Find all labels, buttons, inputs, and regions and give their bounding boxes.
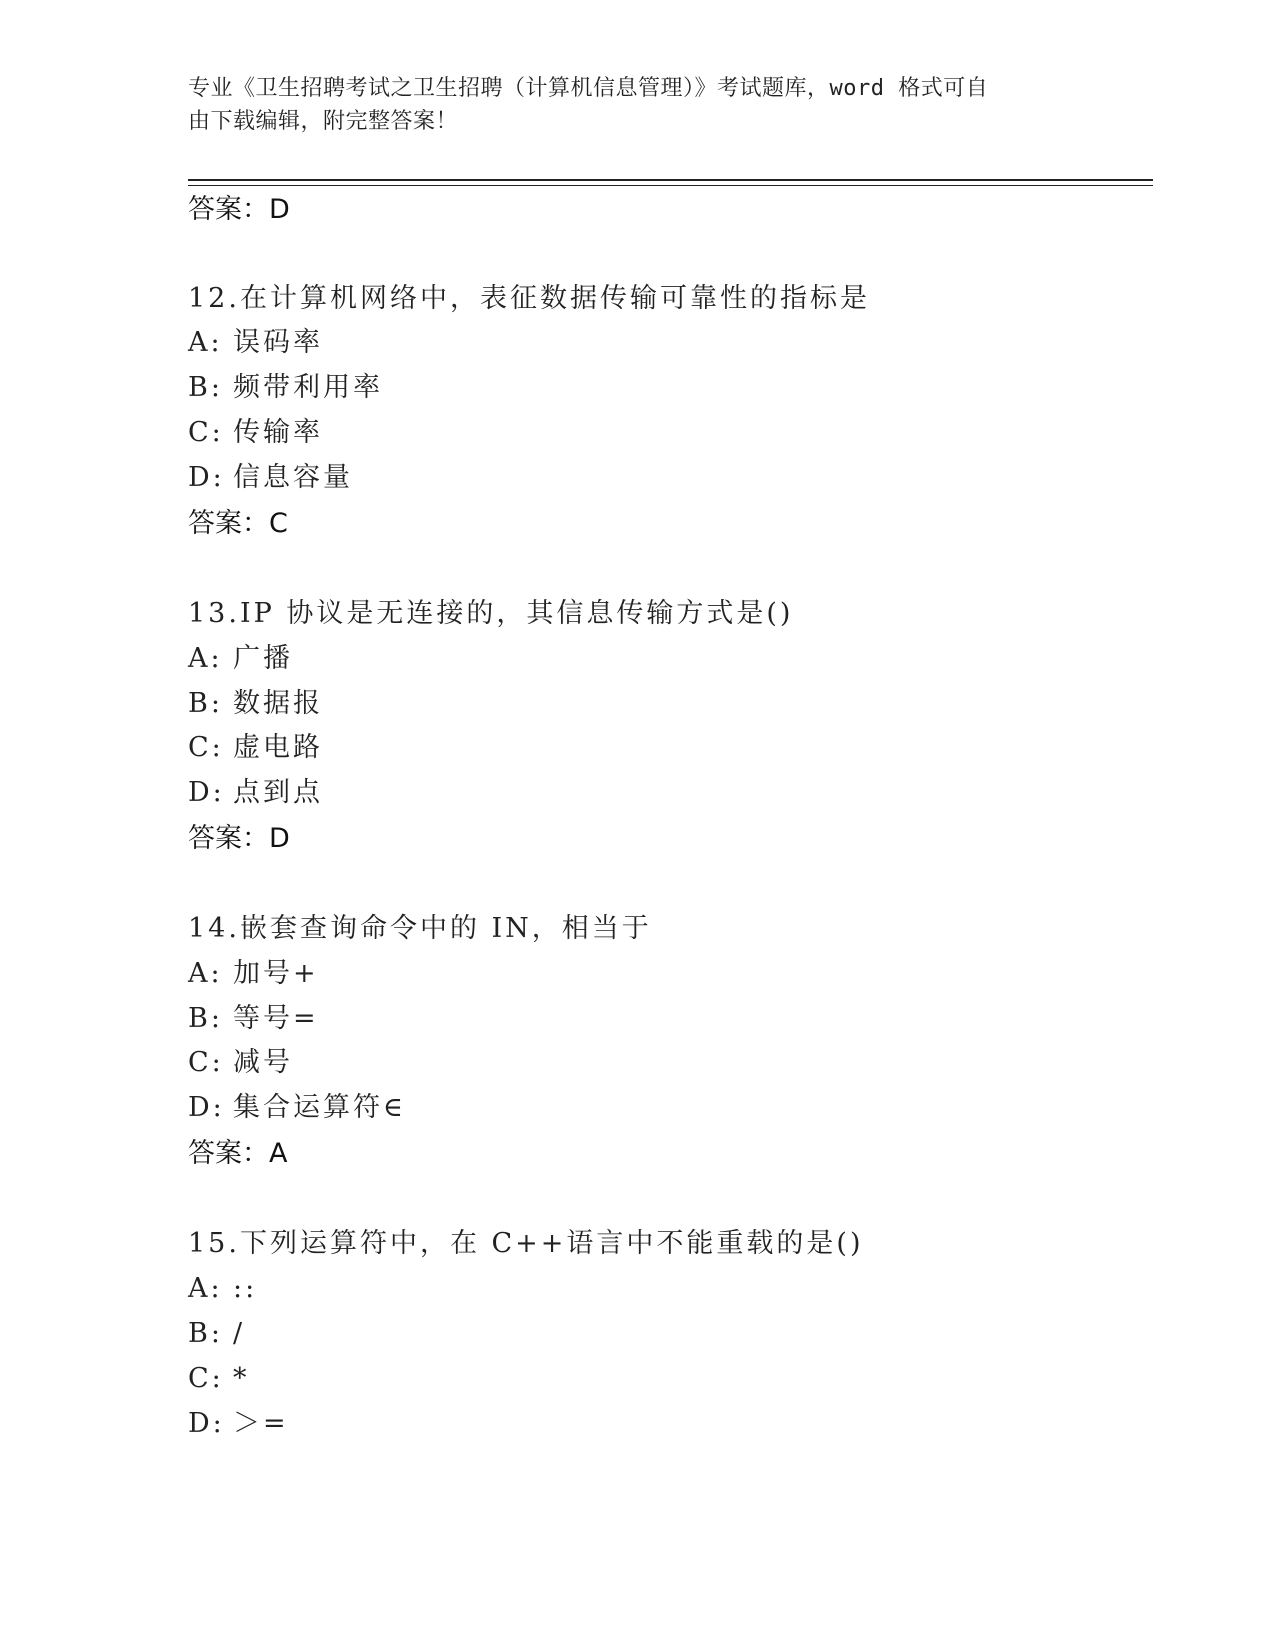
option-b: [188, 1001, 319, 1037]
option-text: *: [233, 1363, 250, 1394]
option-c: [188, 1361, 250, 1397]
option-letter: A:: [188, 327, 223, 358]
option-letter: C:: [188, 1363, 224, 1394]
option-d: [188, 460, 353, 496]
option-a: [188, 641, 293, 677]
option-text: 频带利用率: [233, 372, 383, 403]
option-text: 加号+: [233, 958, 319, 989]
option-a: [188, 956, 319, 992]
option-text: 信息容量: [233, 462, 353, 493]
option-letter: D:: [188, 462, 225, 493]
option-letter: D:: [188, 777, 225, 808]
option-text: 数据报: [233, 688, 323, 719]
document-header: [188, 72, 1068, 138]
option-letter: B:: [188, 1318, 223, 1349]
answer-line: 答案：D: [188, 194, 290, 225]
option-letter: D:: [188, 1092, 225, 1123]
option-letter: B:: [188, 1003, 223, 1034]
option-letter: A:: [188, 958, 223, 989]
option-letter: C:: [188, 1047, 224, 1078]
option-letter: B:: [188, 372, 223, 403]
option-b: [188, 686, 323, 722]
option-text: /: [233, 1318, 246, 1349]
question-text: 12.在计算机网络中，表征数据传输可靠性的指标是: [188, 283, 870, 314]
answer-line: 答案：A: [188, 1138, 288, 1169]
header-line-2: 由下载编辑，附完整答案！: [188, 109, 459, 134]
option-letter: B:: [188, 688, 223, 719]
option-letter: D:: [188, 1408, 225, 1439]
option-d: [188, 775, 323, 811]
option-text: 传输率: [233, 417, 323, 448]
option-text: 减号: [233, 1047, 293, 1078]
option-text: 误码率: [233, 327, 323, 358]
option-a: [188, 325, 323, 361]
question-text: 14.嵌套查询命令中的 IN，相当于: [188, 913, 652, 944]
option-text: 点到点: [233, 777, 323, 808]
option-letter: A:: [188, 1273, 223, 1304]
option-c: [188, 730, 323, 766]
header-rule-thin: [188, 185, 1153, 186]
option-c: [188, 415, 323, 451]
option-letter: C:: [188, 417, 224, 448]
option-d: [188, 1406, 289, 1442]
question-text: 15.下列运算符中，在 C++语言中不能重载的是(): [188, 1228, 864, 1259]
option-text: 虚电路: [233, 732, 323, 763]
answer-line: 答案：C: [188, 508, 288, 539]
option-d: [188, 1090, 406, 1126]
option-c: [188, 1045, 293, 1081]
option-letter: C:: [188, 732, 224, 763]
option-b: [188, 1316, 245, 1352]
header-line-1: 专业《卫生招聘考试之卫生招聘（计算机信息管理）》考试题库，word 格式可自: [188, 76, 989, 101]
option-text: 广播: [233, 643, 293, 674]
option-text: ＞=: [233, 1408, 289, 1439]
option-b: [188, 370, 383, 406]
option-text: 等号=: [233, 1003, 319, 1034]
option-text: ::: [233, 1273, 258, 1304]
header-rule-thick: [188, 179, 1153, 181]
option-a: [188, 1271, 257, 1307]
answer-line: 答案：D: [188, 823, 290, 854]
question-text: 13.IP 协议是无连接的，其信息传输方式是(): [188, 598, 794, 629]
option-text: 集合运算符∈: [233, 1092, 406, 1123]
option-letter: A:: [188, 643, 223, 674]
